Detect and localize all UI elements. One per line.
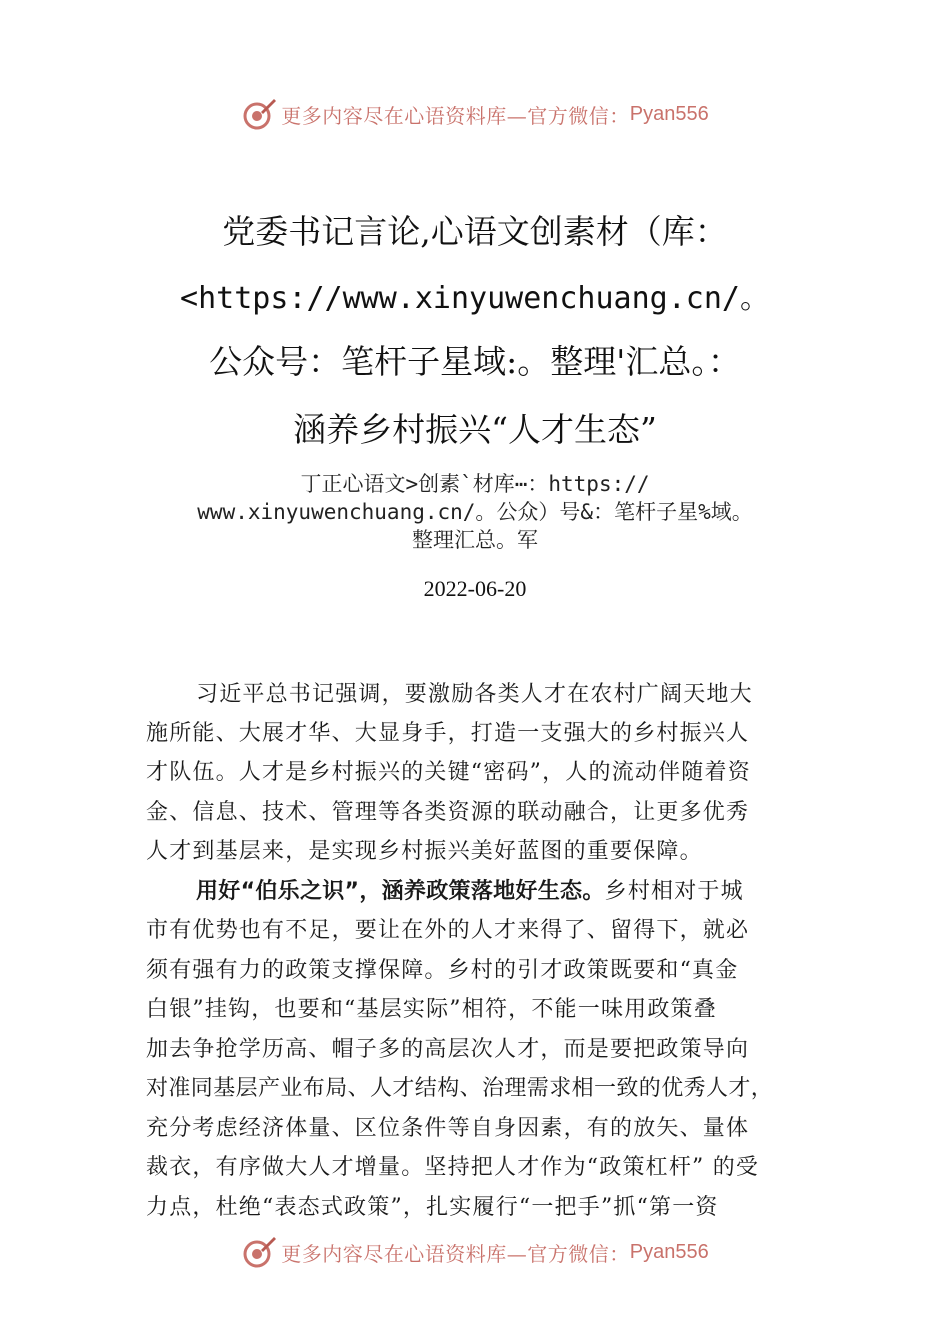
banner-wechat-id: Pyan556 [629, 1240, 709, 1263]
body-line-8: 须有强有力的政策支撑保障。乡村的引才政策既要和“真金 [146, 958, 739, 983]
source-line-2: www.xinyuwenchuang.cn/。公众）号&：笔杆子星%域。 [197, 500, 753, 524]
banner-text: 更多内容尽在心语资料库—官方微信： [281, 103, 630, 128]
header-watermark-banner [0, 94, 950, 134]
body-line-7: 市有优势也有不足，要让在外的人才来得了、留得下，就必 [146, 918, 750, 943]
body-line-13: 裁衣，有序做大人才增量。坚持把人才作为“政策杠杆” 的受 [146, 1155, 760, 1180]
title-line-3: 公众号：笔杆子星域:。整理'汇总。： [209, 342, 741, 381]
body-line-3: 才队伍。人才是乡村振兴的关键“密码”，人的流动伴随着资 [146, 760, 751, 785]
body-line-1: 习近平总书记强调，要激励各类人才在农村广阔天地大 [196, 682, 753, 707]
banner-wechat-id: Pyan556 [629, 102, 709, 125]
body-line-2: 施所能、大展才华、大显身手，打造一支强大的乡村振兴人 [146, 721, 750, 746]
body-line-12: 充分考虑经济体量、区位条件等自身因素，有的放矢、量体 [146, 1116, 750, 1141]
body-line-4: 金、信息、技术、管理等各类资源的联动融合，让更多优秀 [146, 800, 750, 825]
title-line-2: <https://www.xinyuwenchuang.cn/。 [180, 281, 770, 316]
title-line-1: 党委书记言论,心语文创素材（库： [222, 212, 728, 251]
publish-date: 2022-06-20 [423, 576, 527, 601]
pen-logo-icon [241, 96, 277, 132]
section-heading: 用好“伯乐之识”，涵养政策落地好生态。 [196, 879, 605, 904]
body-line-6 [196, 874, 744, 905]
source-line-1: 丁正心语文>创素`材库⋯：https:// [300, 472, 650, 496]
footer-watermark-banner [0, 1232, 950, 1272]
body-line-10: 加去争抢学历高、帽子多的高层次人才，而是要把政策导向 [146, 1037, 750, 1062]
article-title: 涵养乡村振兴“人才生态” [293, 410, 657, 449]
body-line-5: 人才到基层来，是实现乡村振兴美好蓝图的重要保障。 [146, 839, 703, 864]
source-line-3: 整理汇总。军 [412, 528, 538, 552]
banner-text: 更多内容尽在心语资料库—官方微信： [281, 1241, 630, 1266]
pen-logo-icon [241, 1234, 277, 1270]
body-line-6-rest: 乡村相对于城 [604, 879, 744, 904]
body-line-11: 对准同基层产业布局、人才结构、治理需求相一致的优秀人才， [146, 1076, 774, 1101]
body-line-14: 力点，杜绝“表态式政策”，扎实履行“一把手”抓“第一资 [146, 1195, 719, 1220]
body-line-9: 白银”挂钩，也要和“基层实际”相符，不能一味用政策叠 [146, 997, 717, 1022]
